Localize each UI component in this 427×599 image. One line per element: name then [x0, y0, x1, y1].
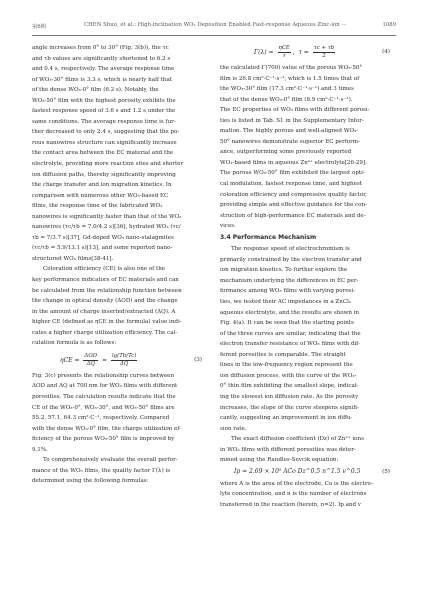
text-line: The EC properties of WO₃ films with different porosi- — [220, 107, 370, 114]
text-line: The exact diffusion coefficient (Dz) of Zn²⁺ ions — [231, 436, 364, 443]
text-line: with the dense WO₃-0° film, the charge utilization ef- — [32, 425, 182, 432]
text-line: the WO₃-30° film (17.3 cm²·C⁻¹·s⁻¹) and 3 times — [220, 86, 354, 93]
text-line: WO₃-based films in aqueous Zn²⁺ electrolyte[26-29]. — [220, 159, 367, 166]
text-line: ΔOD and ΔQ at 700 nm for WO₃ films with different — [32, 383, 178, 390]
text-line: ties is listed in Tab. S1 in the Supplementary Infor- — [220, 117, 364, 124]
text-line: struction of high-performance EC materials and de- — [220, 212, 366, 219]
text-line: films, the response time of the fabricated WO₃ — [32, 203, 163, 210]
text-line: where A is the area of the electrode, Co is the electro- — [220, 480, 373, 487]
left-column — [32, 43, 208, 487]
paragraph-ce-results — [32, 371, 208, 455]
paragraph-coloration-efficiency — [32, 264, 208, 348]
equation-4-body: Γ(λ) = $\frac{\text{ηCE}}{\tau}$ , τ = $\frac{\tau c + \tau b}{2}$ — [254, 45, 335, 59]
text-line: and 0.4 s, respectively. The average response time — [32, 66, 175, 73]
text-line: ferent porosities is comparable. The straight — [220, 351, 346, 358]
text-line: ion diffusion paths, thereby significantly improving — [32, 171, 176, 178]
equation-4-number: (4) — [382, 49, 390, 55]
text-line: in WO₃ films with different porosities was deter- — [220, 446, 356, 453]
text-line: of the three curves are similar, indicating that the — [220, 330, 361, 337]
text-line: ance, outperforming some previously reported — [220, 149, 352, 156]
text-line: film is 26.8 cm²·C⁻¹·s⁻¹, which is 1.5 times that of — [220, 75, 360, 82]
text-line: mance of the WO₃ films, the quality factor Γ(λ) is — [32, 467, 171, 474]
text-line: aqueous electrolyte, and the results are shown in — [220, 309, 360, 316]
page-number: 1089 — [382, 22, 396, 28]
text-line: mation. The highly porous and well-aligned WO₃- — [220, 128, 359, 135]
text-line: cantly, suggesting an improvement in ion diffu- — [220, 415, 353, 422]
text-line: 55.2, 57.1, 64.3 cm²·C⁻¹, respectively. Compared — [32, 415, 170, 422]
text-line: formance among WO₃ films with varying porosi- — [220, 288, 356, 295]
text-line: ther decreased to only 2.4 s, suggesting that the po- — [32, 129, 180, 136]
text-line: lyte concentration, and n is the number of electrons — [220, 491, 367, 498]
text-line: that of the dense WO₃-0° film (8.9 cm²·C⁻¹·s⁻¹). — [220, 96, 353, 103]
text-line: the contact area between the EC material and the — [32, 150, 174, 157]
text-line: ion diffusion process, with the curve of the WO₃- — [220, 372, 357, 379]
text-line: key performance indicators of EC materials and can — [32, 277, 179, 284]
text-line: of the dense WO₃-0° film (6.2 s). Notably, the — [32, 87, 159, 94]
equation-3 — [32, 349, 208, 371]
text-line: cal modulation, fastest response time, and highest — [220, 181, 362, 188]
text-line: vices. — [220, 223, 236, 230]
text-line: (τc/τb = 5.9/13.1 s)[13], and some reported nano- — [32, 245, 173, 252]
text-line: the charge transfer and ion migration kinetics. In — [32, 182, 172, 189]
paragraph-diffusion — [220, 434, 396, 466]
section-heading: 3.4 Performance Mechanism — [220, 233, 317, 241]
text-line: ties, we tested their AC impedances in a ZnCl₂ — [220, 299, 352, 306]
text-line: ficiency of the porous WO₃-50° film is improved by — [32, 436, 175, 443]
text-line: primarily constrained by the electron transfer and — [220, 256, 362, 263]
text-line: Coloration efficiency (CE) is also one of the — [43, 266, 166, 273]
paragraph-gamma-results — [220, 63, 396, 232]
text-line: be calculated from the relationship function between — [32, 287, 182, 294]
text-line: electrolyte, providing more reaction sites and shorter — [32, 161, 184, 168]
text-line: porosities. The calculation results indicate that the — [32, 393, 176, 400]
text-line: nanowires (τc/τb = 7.0/4.2 s)[36], hydrated WO₃ (τc/ — [32, 224, 181, 231]
text-line: culation formula is as follows: — [32, 340, 117, 347]
equation-5-body: Ip = 2.69 × 10⁵ ACo Dz^0.5 n^1.5 v^0.5 — [234, 467, 361, 475]
text-line: 0° thin film exhibiting the smallest slope, indicat- — [220, 383, 359, 390]
equation-5-number: (5) — [382, 468, 390, 475]
text-line: electron transfer resistance of WO₃ films with dif- — [220, 341, 360, 348]
text-line: same conditions. The average response time is fur- — [32, 118, 176, 125]
text-line: rous nanowires structure can significantly increase — [32, 139, 177, 146]
text-line: sion rate. — [220, 425, 247, 432]
header-divider — [32, 35, 396, 36]
paragraph-variables — [220, 479, 396, 511]
right-column — [220, 43, 396, 510]
text-line: the calculated Γ(700) value of the porous WO₃-50° — [220, 65, 363, 71]
text-line: nanowires is significantly faster than that of the WO₃ — [32, 213, 182, 220]
text-line: The response speed of electrochromism is — [231, 246, 350, 253]
text-line: To comprehensively evaluate the overall perfor- — [43, 457, 178, 464]
text-line: coloration efficiency and compressive quality factor, — [220, 191, 367, 198]
text-line: determined using the following formulas: — [32, 478, 149, 485]
text-line: and τb values are significantly shortened to 6.2 s — [32, 55, 171, 62]
text-line: Fig. 3(c) presents the relationship curves between — [32, 372, 175, 379]
text-line: mechanism underlying the differences in EC per- — [220, 277, 359, 284]
text-line: lines in the low-frequency region represent the — [220, 362, 353, 369]
text-line: CE of the WO₃-0°, WO₃-30°, and WO₃-50° films are — [32, 404, 175, 411]
text-line: 9.1%. — [32, 446, 48, 453]
paragraph-quality-factor — [32, 455, 208, 487]
text-line: 50° nanowires demonstrate superior EC perform- — [220, 138, 360, 145]
equation-3-body: ηCE = $\frac{\text{ΔOD}}{\Delta Q}$ = $\frac{\lg(Tb/Tc)}{\Delta Q}$ — [60, 352, 137, 367]
text-line: increases, the slope of the curve steepens signifi- — [220, 404, 359, 411]
issue-number: 第6期 — [32, 24, 46, 30]
text-line: cates a higher charge utilization efficiency. The cal- — [32, 329, 178, 336]
paragraph-mechanism — [220, 244, 396, 434]
text-line: Fig. 4(a). It can be seen that the starting points — [220, 320, 354, 327]
text-line: WO₃-50° film with the highest porosity exhibits the — [32, 97, 176, 104]
text-line: mined using the Randles-Sevcik equation: — [220, 457, 339, 464]
equation-3-number: (3) — [194, 356, 202, 363]
text-line: in the amount of charge inserted/extracted (ΔQ). A — [32, 308, 176, 315]
text-line: angle increases from 0° to 30° (Fig. 3(b)), the τc — [32, 45, 169, 51]
text-line: comparison with numerous other WO₃-based EC — [32, 192, 169, 199]
paragraph-response-time — [32, 43, 208, 264]
equation-5 — [220, 466, 396, 479]
text-line: ion migration kinetics. To further explore the — [220, 267, 348, 274]
text-line: higher CE (defined as ηCE in the formula) value indi- — [32, 319, 182, 326]
text-line: τb = 7/3.7 s)[37], Gd-doped WO₃ nano-stalagmites — [32, 234, 174, 241]
text-line: ing the slowest ion diffusion rate. As the porosity — [220, 393, 359, 400]
text-line: structured WO₃ films[38-41]. — [32, 255, 114, 262]
text-line: The porous WO₃-50° film exhibited the largest opti- — [220, 170, 365, 177]
text-line: the change in optical density (ΔOD) and the change — [32, 298, 178, 305]
text-line: providing simple and effective guidance for the con- — [220, 202, 367, 209]
text-line: fastest response speed of 3.6 s and 1.2 s under the — [32, 108, 176, 115]
equation-4 — [220, 43, 396, 63]
text-line: of WO₃-30° films is 3.3 s, which is nearly half that — [32, 76, 172, 83]
running-title: CHEN Shuo, et al.: High-inclination WO₃ Deposition Enabled Fast-response Aqueous Zinc-ion ··· — [84, 22, 347, 28]
page-header — [32, 20, 396, 32]
text-line: transferred in the reaction (herein, n=2). Ip and v — [220, 501, 361, 508]
